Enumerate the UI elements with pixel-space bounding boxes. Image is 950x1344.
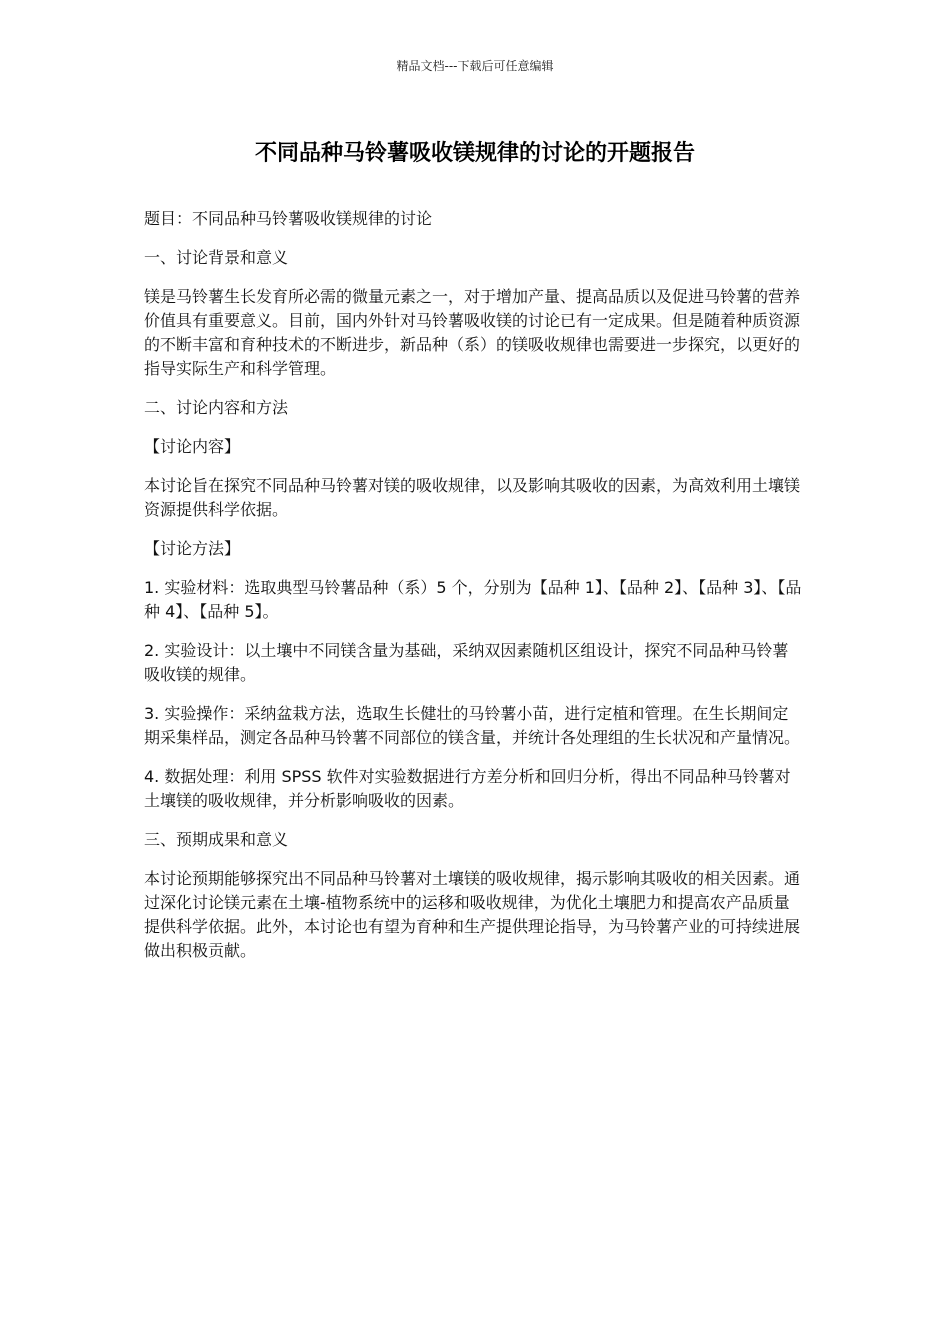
topic-line: 题目：不同品种马铃薯吸收镁规律的讨论 [144, 209, 433, 228]
content-paragraph: 本讨论旨在探究不同品种马铃薯对镁的吸收规律，以及影响其吸收的因素，为高效利用土壤镁资源提供科学依据。 [144, 476, 801, 519]
expected-results-paragraph: 本讨论预期能够探究出不同品种马铃薯对土壤镁的吸收规律，揭示影响其吸收的相关因素。通过深化讨论镁元素在土壤-植物系统中的运移和吸收规律，为优化土壤肥力和提高农产品质量提供科学依据。此外，本讨论也有望为育种和生产提供理论指导，为马铃薯产业的可持续进展做出积极贡献。 [144, 869, 801, 960]
subheading-content: 【讨论内容】 [144, 437, 241, 456]
document-body [144, 207, 804, 978]
section-heading-expected-results: 三、预期成果和意义 [144, 830, 289, 849]
section-heading-content-methods: 二、讨论内容和方法 [144, 398, 289, 417]
section-heading-background: 一、讨论背景和意义 [144, 248, 289, 267]
method-item-data-processing: 4. 数据处理：利用 SPSS 软件对实验数据进行方差分析和回归分析，得出不同品种马铃薯对土壤镁的吸收规律，并分析影响吸收的因素。 [144, 767, 791, 810]
document-title: 不同品种马铃薯吸收镁规律的讨论的开题报告 [254, 141, 695, 166]
method-item-operation: 3. 实验操作：采纳盆栽方法，选取生长健壮的马铃薯小苗，进行定植和管理。在生长期间定期采集样品，测定各品种马铃薯不同部位的镁含量，并统计各处理组的生长状况和产量情况。 [144, 704, 801, 747]
subheading-methods: 【讨论方法】 [144, 539, 241, 558]
background-paragraph: 镁是马铃薯生长发育所必需的微量元素之一，对于增加产量、提高品质以及促进马铃薯的营养价值具有重要意义。目前，国内外针对马铃薯吸收镁的讨论已有一定成果。但是随着种质资源的不断丰富和育种技术的不断进步，新品种（系）的镁吸收规律也需要进一步探究，以更好的指导实际生产和科学管理。 [144, 287, 801, 378]
method-item-design: 2. 实验设计：以土壤中不同镁含量为基础，采纳双因素随机区组设计，探究不同品种马铃薯吸收镁的规律。 [144, 641, 789, 684]
page-header-note: 精品文档---下载后可任意编辑 [396, 59, 554, 73]
method-item-materials: 1. 实验材料：选取典型马铃薯品种（系）5 个，分别为【品种 1】、【品种 2】、【品种 3】、【品种 4】、【品种 5】。 [144, 578, 802, 621]
